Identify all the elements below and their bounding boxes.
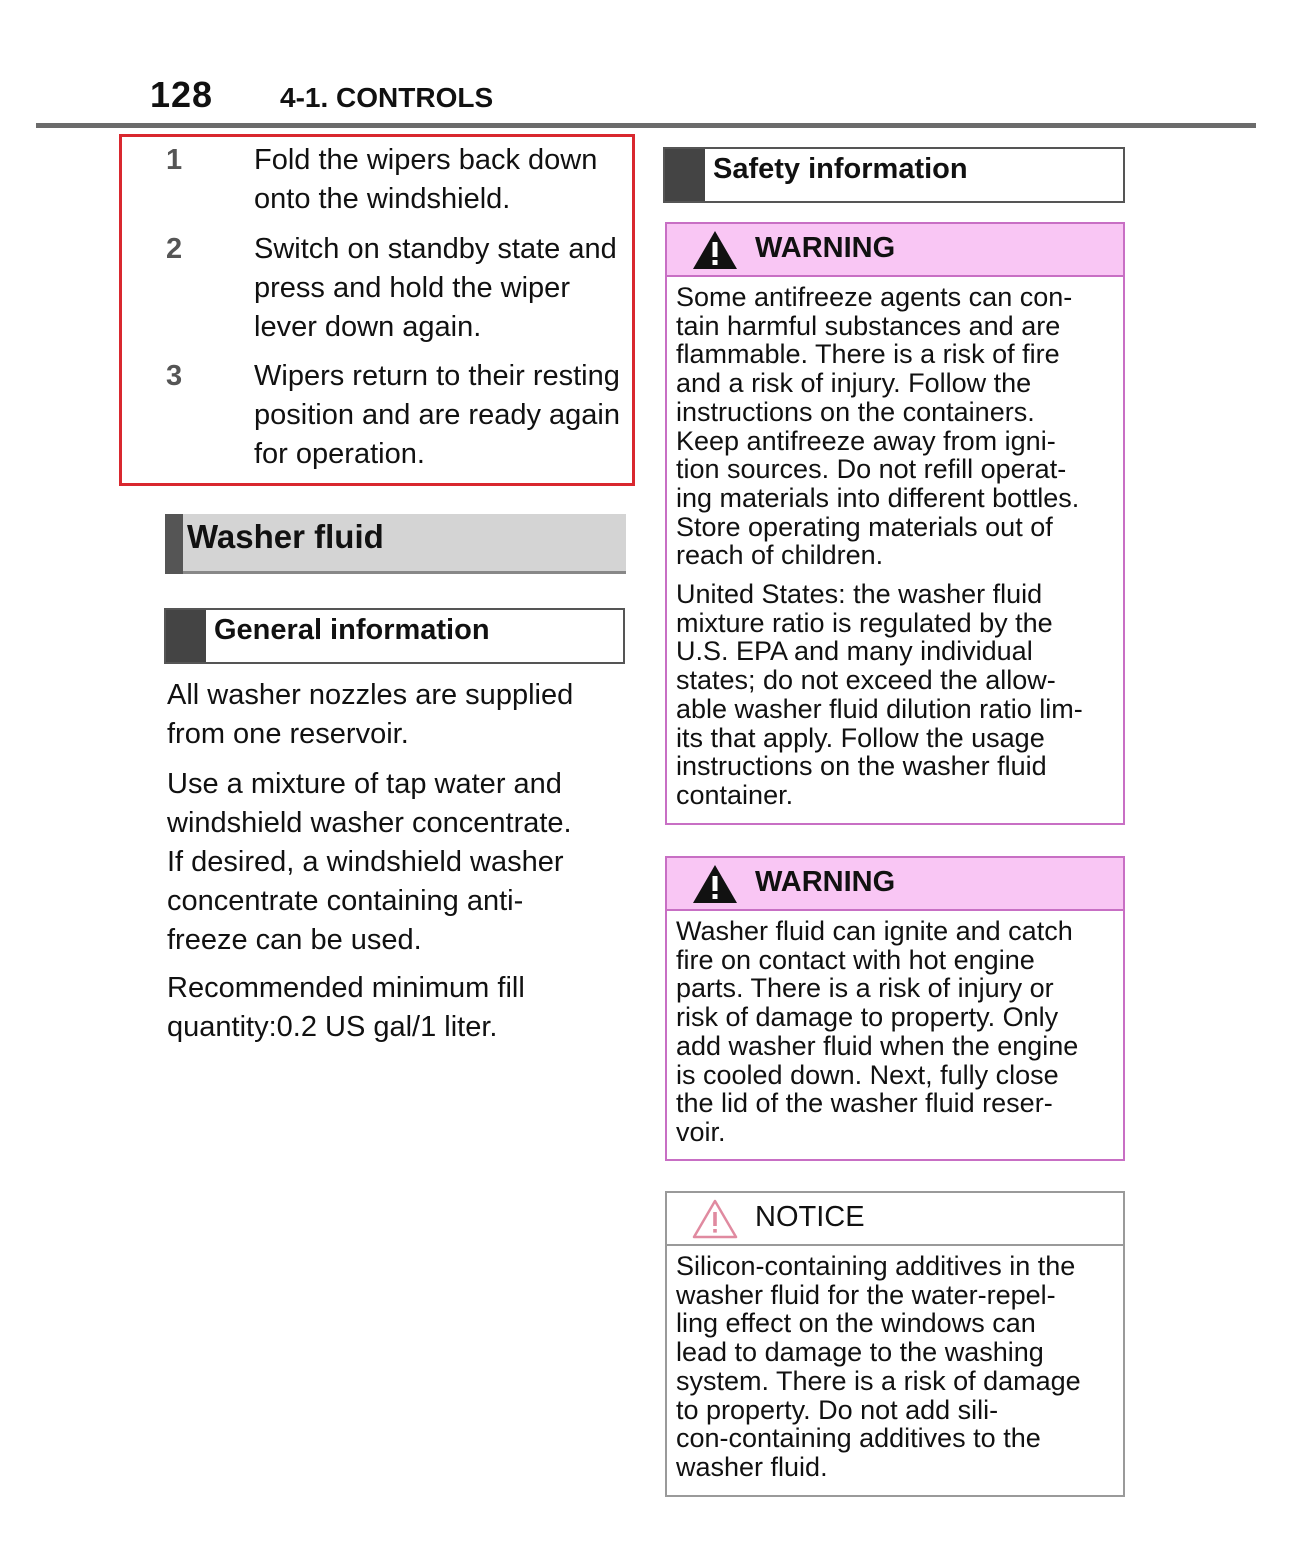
text-line: tain harmful substances and are <box>676 310 1061 341</box>
text-line: Keep antifreeze away from igni- <box>676 425 1056 456</box>
text-line: Use a mixture of tap water and <box>167 768 562 800</box>
text-line: freeze can be used. <box>167 924 422 956</box>
paragraph-supply <box>167 676 627 754</box>
page-number: 128 <box>150 74 214 115</box>
warning-body <box>667 911 1123 1157</box>
text-line: washer fluid for the water-repel- <box>676 1279 1056 1310</box>
text-line: to property. Do not add sili- <box>676 1394 999 1425</box>
text-line: lead to damage to the washing <box>676 1337 1044 1368</box>
heading-bar <box>165 514 183 574</box>
text-line: quantity:0.2 US gal/1 liter. <box>167 1011 498 1043</box>
section-title: 4-1. CONTROLS <box>280 82 494 113</box>
text-line: from one reservoir. <box>167 718 409 750</box>
notice-body <box>667 1246 1123 1492</box>
warning-paragraph <box>676 917 1115 1147</box>
text-line: Some antifreeze agents can con- <box>676 282 1073 312</box>
step-number: 3 <box>166 360 183 392</box>
warning-title: WARNING <box>755 866 896 898</box>
text-line: ing materials into different bottles. <box>676 482 1080 513</box>
text-line: states; do not exceed the allow- <box>676 665 1056 696</box>
notice-paragraph <box>676 1252 1115 1482</box>
steps-highlight-box <box>119 134 635 486</box>
step-text-line: onto the windshield. <box>254 183 511 215</box>
text-line: system. There is a risk of damage <box>676 1365 1081 1396</box>
text-line: reach of children. <box>676 540 884 571</box>
text-line: ling effect on the windows can <box>676 1308 1036 1339</box>
safety-information-heading <box>663 147 1125 203</box>
text-line: is cooled down. Next, fully close <box>676 1059 1059 1090</box>
text-line: parts. There is a risk of injury or <box>676 973 1054 1004</box>
step-text-line: Fold the wipers back down <box>254 144 598 176</box>
notice-triangle-icon <box>691 1198 739 1240</box>
text-line: tion sources. Do not refill operat- <box>676 454 1067 485</box>
warning-triangle-icon <box>691 863 739 905</box>
text-line: its that apply. Follow the usage <box>676 722 1045 753</box>
page-header <box>0 0 1299 130</box>
text-line: container. <box>676 779 794 810</box>
step-text-line: position and are ready again <box>254 399 620 431</box>
general-information-title: General information <box>214 614 490 646</box>
text-line: flammable. There is a risk of fire <box>676 339 1060 370</box>
washer-fluid-heading <box>165 514 626 574</box>
text-line: If desired, a windshield washer <box>167 846 564 878</box>
notice-box-silicon <box>665 1191 1125 1497</box>
warning-paragraph <box>676 283 1115 570</box>
warning-title: WARNING <box>755 232 896 264</box>
text-line: mixture ratio is regulated by the <box>676 607 1053 638</box>
step-text-line: Wipers return to their resting <box>254 360 620 392</box>
header-rule <box>36 123 1256 128</box>
warning-header <box>667 224 1123 277</box>
text-line: Recommended minimum fill <box>167 972 525 1004</box>
text-line: Washer fluid can ignite and catch <box>676 916 1073 946</box>
text-line: washer fluid. <box>676 1451 828 1482</box>
text-line: able washer fluid dilution ratio lim- <box>676 693 1083 724</box>
safety-information-title: Safety information <box>713 153 968 185</box>
text-line: windshield washer concentrate. <box>167 807 572 839</box>
text-line: and a risk of injury. Follow the <box>676 368 1032 399</box>
step-text-line: Switch on standby state and <box>254 233 617 265</box>
text-line: All washer nozzles are supplied <box>167 679 574 711</box>
text-line: concentrate containing anti- <box>167 885 524 917</box>
text-line: fire on contact with hot engine <box>676 944 1035 975</box>
text-line: instructions on the washer fluid <box>676 751 1047 782</box>
warning-paragraph <box>676 580 1115 810</box>
text-line: voir. <box>676 1116 726 1147</box>
warning-box-antifreeze <box>665 222 1125 825</box>
general-information-heading <box>164 608 625 664</box>
warning-box-ignition <box>665 856 1125 1161</box>
text-line: the lid of the washer fluid reser- <box>676 1088 1053 1119</box>
text-line: add washer fluid when the engine <box>676 1030 1079 1061</box>
text-line: United States: the washer fluid <box>676 579 1043 610</box>
warning-triangle-icon <box>691 229 739 271</box>
step-text-line: lever down again. <box>254 311 482 343</box>
text-line: con-containing additives to the <box>676 1423 1041 1454</box>
text-line: U.S. EPA and many individual <box>676 636 1033 667</box>
step-text-line: for operation. <box>254 438 425 470</box>
text-line: risk of damage to property. Only <box>676 1002 1059 1033</box>
step-text-line: press and hold the wiper <box>254 272 570 304</box>
text-line: instructions on the containers. <box>676 396 1035 427</box>
text-line: Silicon-containing additives in the <box>676 1251 1076 1281</box>
text-line: Store operating materials out of <box>676 511 1053 542</box>
paragraph-mixture <box>167 765 627 960</box>
notice-title: NOTICE <box>755 1201 865 1233</box>
step-number: 1 <box>166 144 183 176</box>
paragraph-fill-quantity <box>167 969 627 1047</box>
heading-bar <box>166 610 206 662</box>
heading-bar <box>665 149 705 201</box>
step-number: 2 <box>166 233 183 265</box>
notice-header <box>667 1193 1123 1246</box>
warning-body <box>667 277 1123 820</box>
warning-header <box>667 858 1123 911</box>
washer-fluid-title: Washer fluid <box>187 518 384 555</box>
